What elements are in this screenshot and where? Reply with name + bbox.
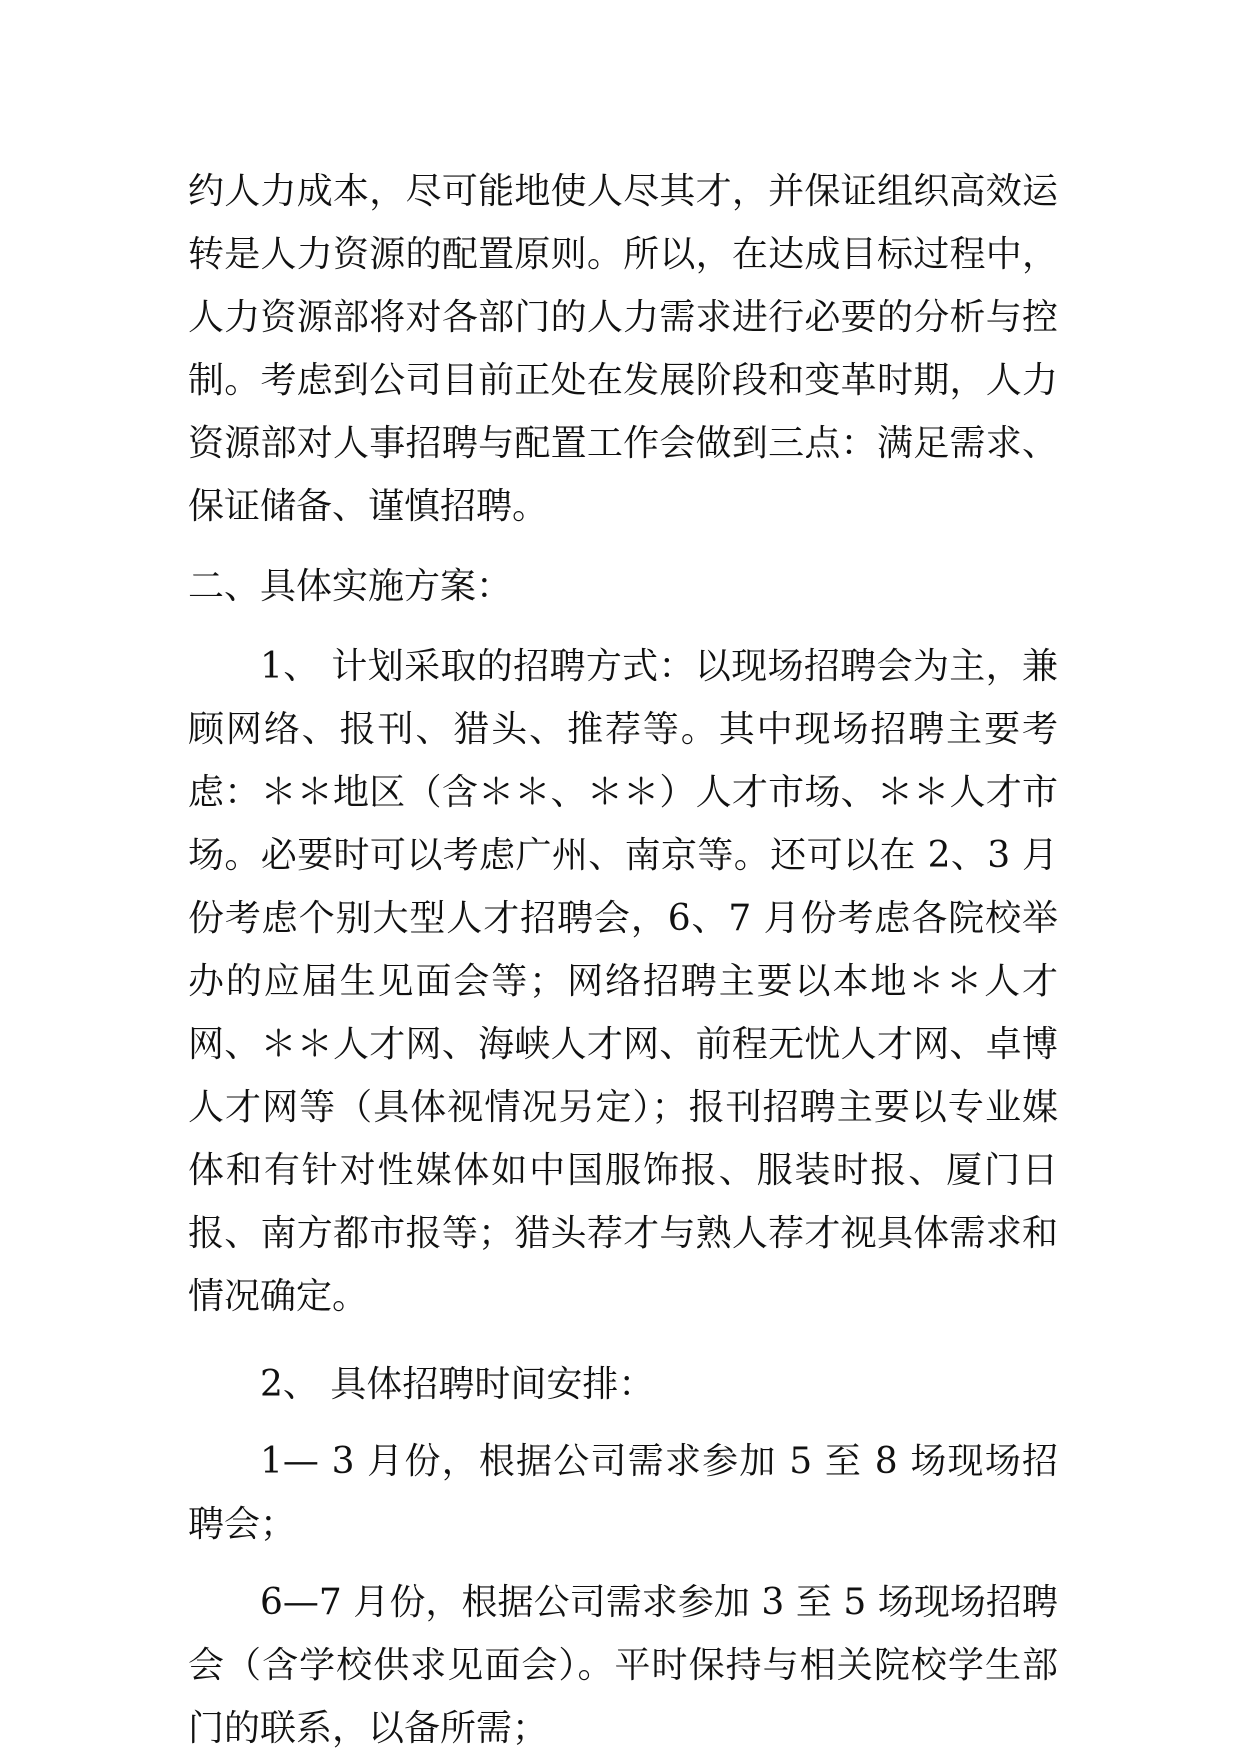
paragraph-schedule-heading: 2、 具体招聘时间安排：: [260, 1364, 655, 1405]
paragraph-recruitment-methods: 1、 计划采取的招聘方式：以现场招聘会为主，兼顾网络、报刊、猎头、推荐等。其中现场招聘主要考虑：＊＊地区（含＊＊、＊＊）人才市场、＊＊人才市场。必要时可以考虑广州、南京等。还可以在 2、3 月份考虑个别大型人才招聘会，6、7 月份考虑各院校举办的应届生见面会等；网络招聘主要以本地＊＊人才网、＊＊人才网、海峡人才网、前程无忧人才网、卓博人才网等（具体视情况另定）；报刊招聘主要以专业媒体和有针对性媒体如中国服饰报、服装时报、厦门日报、南方都市报等；猎头荐才与熟人荐才视具体需求和情况确定。: [188, 646, 1058, 1317]
document-body: [188, 160, 1058, 1760]
paragraph-schedule-jun-jul: 6—7 月份，根据公司需求参加 3 至 5 场现场招聘会（含学校供求见面会）。平时保持与相关院校学生部门的联系，以备所需；: [188, 1582, 1058, 1749]
paragraph-staffing-principle: 约人力成本，尽可能地使人尽其才，并保证组织高效运转是人力资源的配置原则。所以，在达成目标过程中，人力资源部将对各部门的人力需求进行必要的分析与控制。考虑到公司目前正处在发展阶段和变革时期，人力资源部对人事招聘与配置工作会做到三点：满足需求、保证储备、谨慎招聘。: [188, 171, 1058, 527]
section-heading-implementation: 二、具体实施方案：: [188, 566, 513, 607]
paragraph-schedule-jan-mar: 1— 3 月份，根据公司需求参加 5 至 8 场现场招聘会；: [188, 1441, 1058, 1545]
